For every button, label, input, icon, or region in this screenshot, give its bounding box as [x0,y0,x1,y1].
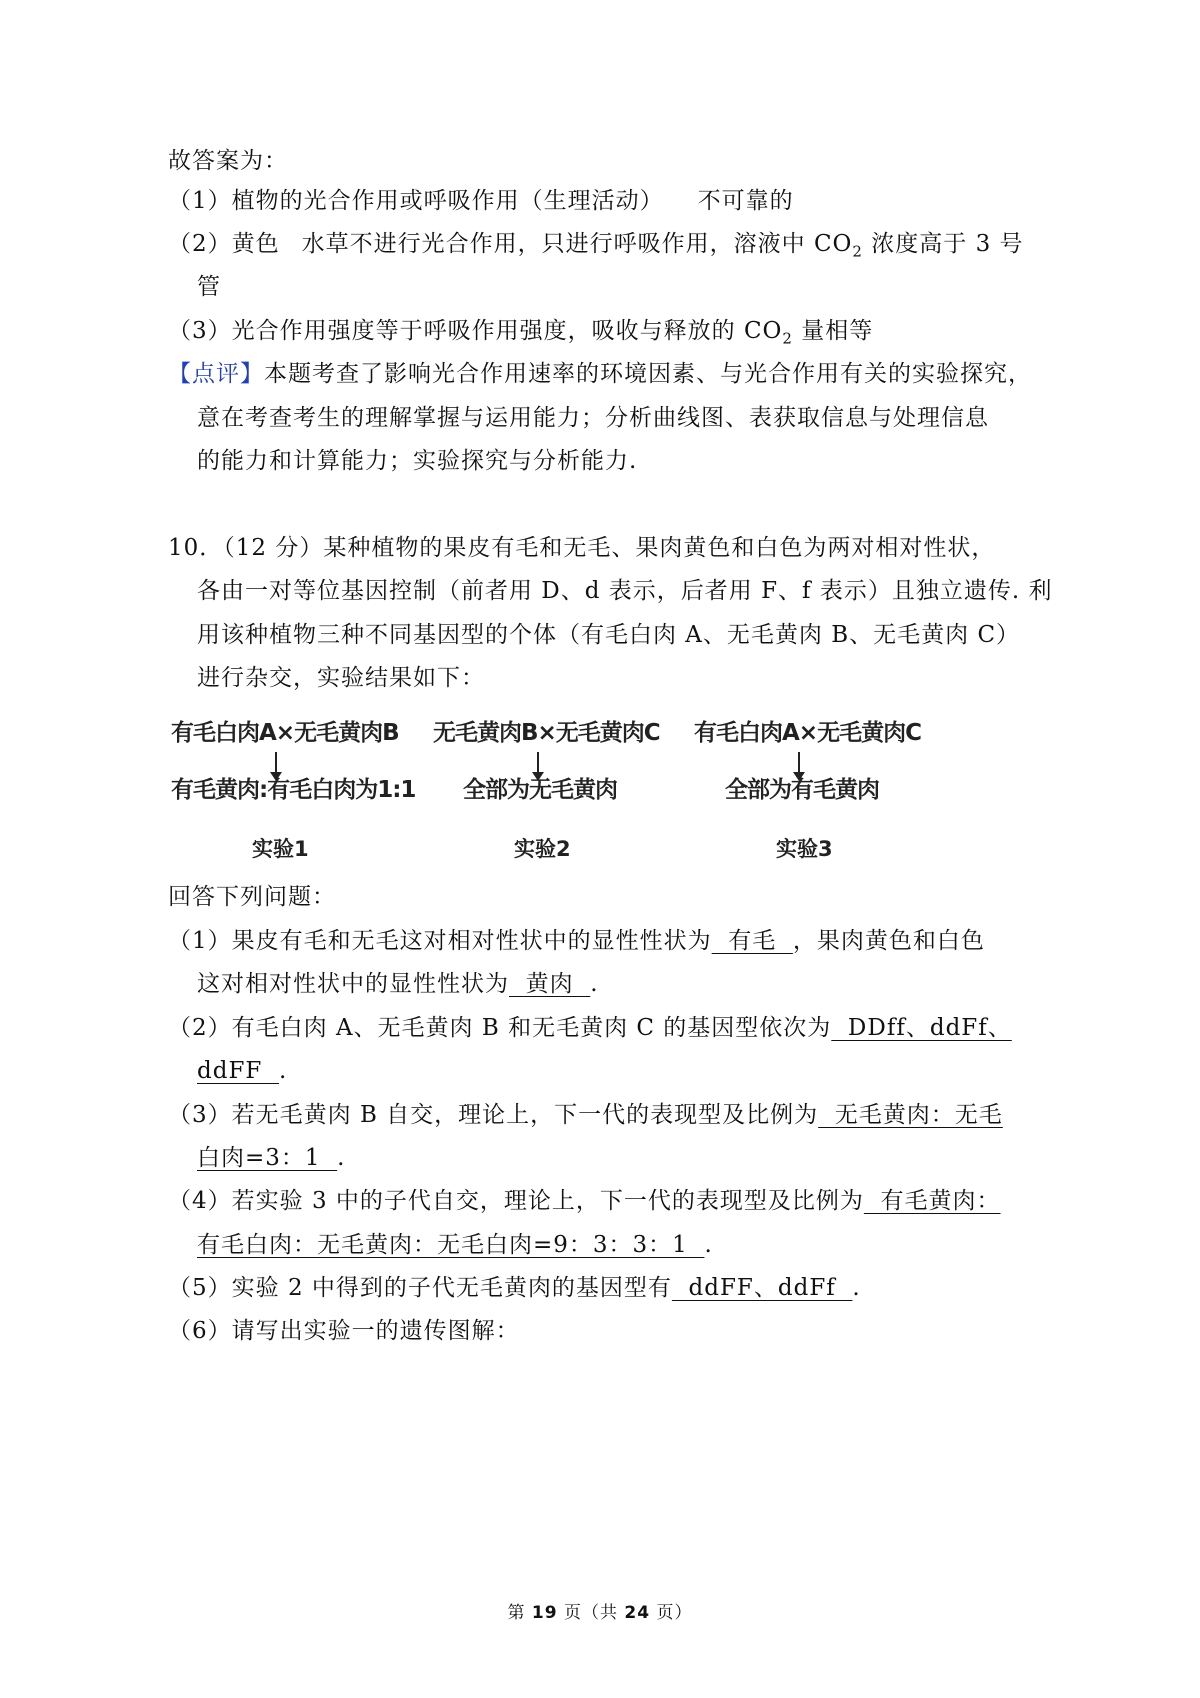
exp3-label: 实验3 [776,837,833,861]
q4-answer-2: 有毛白肉：无毛黄肉：无毛白肉=9：3：3：1 [197,1232,705,1258]
q4-line-2 [197,1230,713,1260]
exp2-arrow-icon [537,752,539,774]
q4-answer-1: 有毛黄肉： [863,1188,1001,1214]
q5-line [168,1273,861,1303]
question-line-4: 进行杂交，实验结果如下： [197,665,485,691]
exp1-cross: 有毛白肉A×无毛黄肉B [171,720,399,746]
q1-answer-1: 有毛 [711,928,793,954]
q4-text: （4）若实验 3 中的子代自交，理论上，下一代的表现型及比例为 [168,1188,864,1214]
q3-end: . [337,1145,346,1171]
q3-answer-2: 白肉=3：1 [197,1145,338,1171]
question-line-1: 10．（12 分）某种植物的果皮有毛和无毛、果肉黄色和白色为两对相对性状， [168,535,996,561]
footer-pre: 第 [507,1603,532,1623]
answer-1-text2: 不可靠的 [697,188,794,214]
q2-text: （2）有毛白肉 A、无毛黄肉 B 和无毛黄肉 C 的基因型依次为 [168,1015,832,1041]
q2-answer-1: DDff、ddFf、 [831,1015,1012,1041]
q1-text-c: 这对相对性状中的显性性状为 [197,971,509,997]
review-line-2: 意在考查考生的理解掌握与运用能力；分析曲线图、表获取信息与处理信息 [197,405,989,431]
q3-text: （3）若无毛黄肉 B 自交，理论上，下一代的表现型及比例为 [168,1102,819,1128]
q2-line-2 [197,1056,287,1086]
q4-line-1 [168,1186,1001,1216]
exp1-arrow-icon [275,752,277,774]
exp3-arrow-icon [798,752,800,774]
answer-intro: 故答案为： [168,148,288,174]
answer-2-prefix: （2） [168,231,232,257]
answer-2-continuation: 管 [197,274,221,300]
exp2-cross: 无毛黄肉B×无毛黄肉C [433,720,660,746]
answer-1-prefix: （1） [168,188,232,214]
q1-line-1 [168,926,985,956]
answer-2 [168,229,1024,267]
exp1-result: 有毛黄肉:有毛白肉为1:1 [171,777,416,803]
q1-line-2 [197,969,599,999]
footer-post: 页） [650,1603,693,1623]
q6-line: （6）请写出实验一的遗传图解： [168,1318,520,1344]
exp2-result: 全部为无毛黄肉 [463,777,617,803]
answer-1 [168,186,794,216]
co2-subscript: 2 [852,242,863,261]
exp1-label: 实验1 [252,837,309,861]
review-text-1: 本题考查了影响光合作用速率的环境因素、与光合作用有关的实验探究， [264,361,1032,387]
q3-answer-1: 无毛黄肉：无毛 [818,1102,1003,1128]
answer-2-text3: 浓度高于 3 号 [862,231,1024,257]
q1-answer-2: 黄肉 [509,971,591,997]
q4-end: . [704,1232,713,1258]
q1-text-b: ，果肉黄色和白色 [792,928,985,954]
page-footer [0,1598,1200,1623]
exp3-cross: 有毛白肉A×无毛黄肉C [694,720,921,746]
q5-text: （5）实验 2 中得到的子代无毛黄肉的基因型有 [168,1275,672,1301]
review-tag: 【点评】 [168,361,264,387]
answer-3-prefix: （3） [168,318,232,344]
footer-page-number: 19 [531,1603,558,1623]
footer-mid: 页（共 [557,1603,625,1623]
q2-answer-2: ddFF [197,1058,279,1084]
q3-line-1 [168,1100,1003,1130]
question-line-3: 用该种植物三种不同基因型的个体（有毛白肉 A、无毛黄肉 B、无毛黄肉 C） [197,622,1021,648]
answer-1-text: 植物的光合作用或呼吸作用（生理活动） [231,188,664,214]
answer-3-text: 光合作用强度等于呼吸作用强度，吸收与释放的 CO [231,318,783,344]
sub-questions-intro: 回答下列问题： [168,884,336,910]
q1-text: （1）果皮有毛和无毛这对相对性状中的显性性状为 [168,928,712,954]
answer-3 [168,316,873,354]
q5-answer: ddFF、ddFf [671,1275,853,1301]
exp2-label: 实验2 [514,837,571,861]
q3-line-2 [197,1143,345,1173]
q5-end: . [852,1275,861,1301]
review-line-1 [168,359,1032,389]
q2-end: . [279,1058,288,1084]
answer-2-text2: 水草不进行光合作用，只进行呼吸作用，溶液中 CO [301,231,853,257]
co2-subscript: 2 [782,329,793,348]
q2-line-1 [168,1013,1012,1043]
question-line-2: 各由一对等位基因控制（前者用 D、d 表示，后者用 F、f 表示）且独立遗传. 利 [197,578,1053,604]
q1-end: . [590,971,599,997]
footer-total-pages: 24 [624,1603,651,1623]
answer-2-text1: 黄色 [231,231,280,257]
exp3-result: 全部为有毛黄肉 [725,777,879,803]
review-line-3: 的能力和计算能力；实验探究与分析能力. [197,448,638,474]
answer-3-text2: 量相等 [792,318,874,344]
